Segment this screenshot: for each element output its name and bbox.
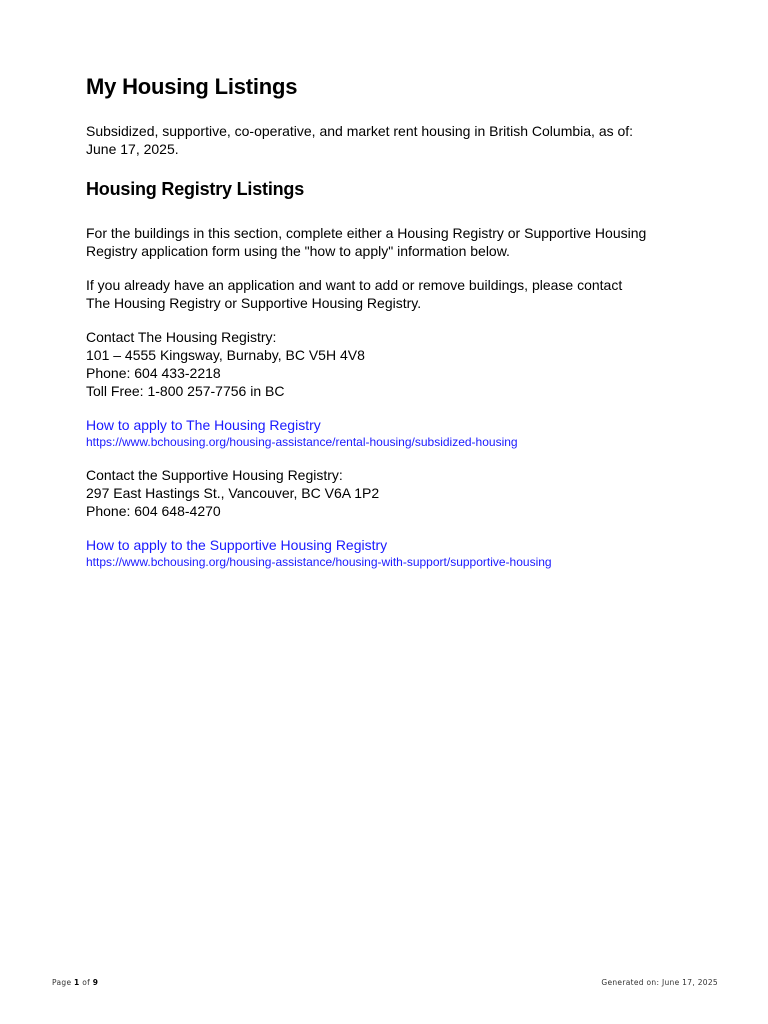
intro-paragraph xyxy=(86,122,686,158)
page-number-prefix: Page xyxy=(52,978,75,987)
housing-registry-contact xyxy=(86,328,686,400)
supportive-registry-url-link[interactable]: https://www.bchousing.org/housing-assistance/housing-with-support/supportive-housing xyxy=(86,555,552,569)
intro-line-1: Subsidized, supportive, co-operative, and market rent housing in British Columbia, as of: xyxy=(86,123,634,139)
supportive-registry-contact-label: Contact the Supportive Housing Registry: xyxy=(86,467,343,483)
page-number-total: 9 xyxy=(92,978,99,987)
section-heading: Housing Registry Listings xyxy=(86,179,305,199)
housing-registry-url-link[interactable]: https://www.bchousing.org/housing-assistance/rental-housing/subsidized-housing xyxy=(86,435,518,449)
supportive-registry-contact xyxy=(86,466,686,520)
housing-registry-contact-label: Contact The Housing Registry: xyxy=(86,329,277,345)
supportive-registry-phone: Phone: 604 648-4270 xyxy=(86,503,221,519)
housing-registry-apply-link[interactable]: How to apply to The Housing Registry xyxy=(86,417,321,433)
instructions-paragraph xyxy=(86,224,686,260)
page-title: My Housing Listings xyxy=(86,74,298,99)
intro-line-2: June 17, 2025. xyxy=(86,141,179,157)
existing-application-paragraph xyxy=(86,276,686,312)
supportive-registry-link-block xyxy=(86,536,686,570)
housing-registry-toll-free: Toll Free: 1-800 257-7756 in BC xyxy=(86,383,285,399)
housing-registry-address: 101 – 4555 Kingsway, Burnaby, BC V5H 4V8 xyxy=(86,347,365,363)
housing-registry-phone: Phone: 604 433-2218 xyxy=(86,365,221,381)
supportive-registry-apply-link[interactable]: How to apply to the Supportive Housing Registry xyxy=(86,537,388,553)
instructions-line-1: For the buildings in this section, complete either a Housing Registry or Supportive Housing xyxy=(86,225,647,241)
instructions-line-2: Registry application form using the "how to apply" information below. xyxy=(86,243,510,259)
page-number-current: 1 xyxy=(74,978,80,987)
existing-application-line-1: If you already have an application and want to add or remove buildings, please contact xyxy=(86,277,623,293)
page-number xyxy=(52,978,98,987)
page-number-of: of xyxy=(79,978,93,987)
generated-date: Generated on: June 17, 2025 xyxy=(601,978,718,987)
housing-registry-link-block xyxy=(86,416,686,450)
document-page xyxy=(86,72,686,570)
existing-application-line-2: The Housing Registry or Supportive Housing Registry. xyxy=(86,295,422,311)
supportive-registry-address: 297 East Hastings St., Vancouver, BC V6A 1P2 xyxy=(86,485,380,501)
